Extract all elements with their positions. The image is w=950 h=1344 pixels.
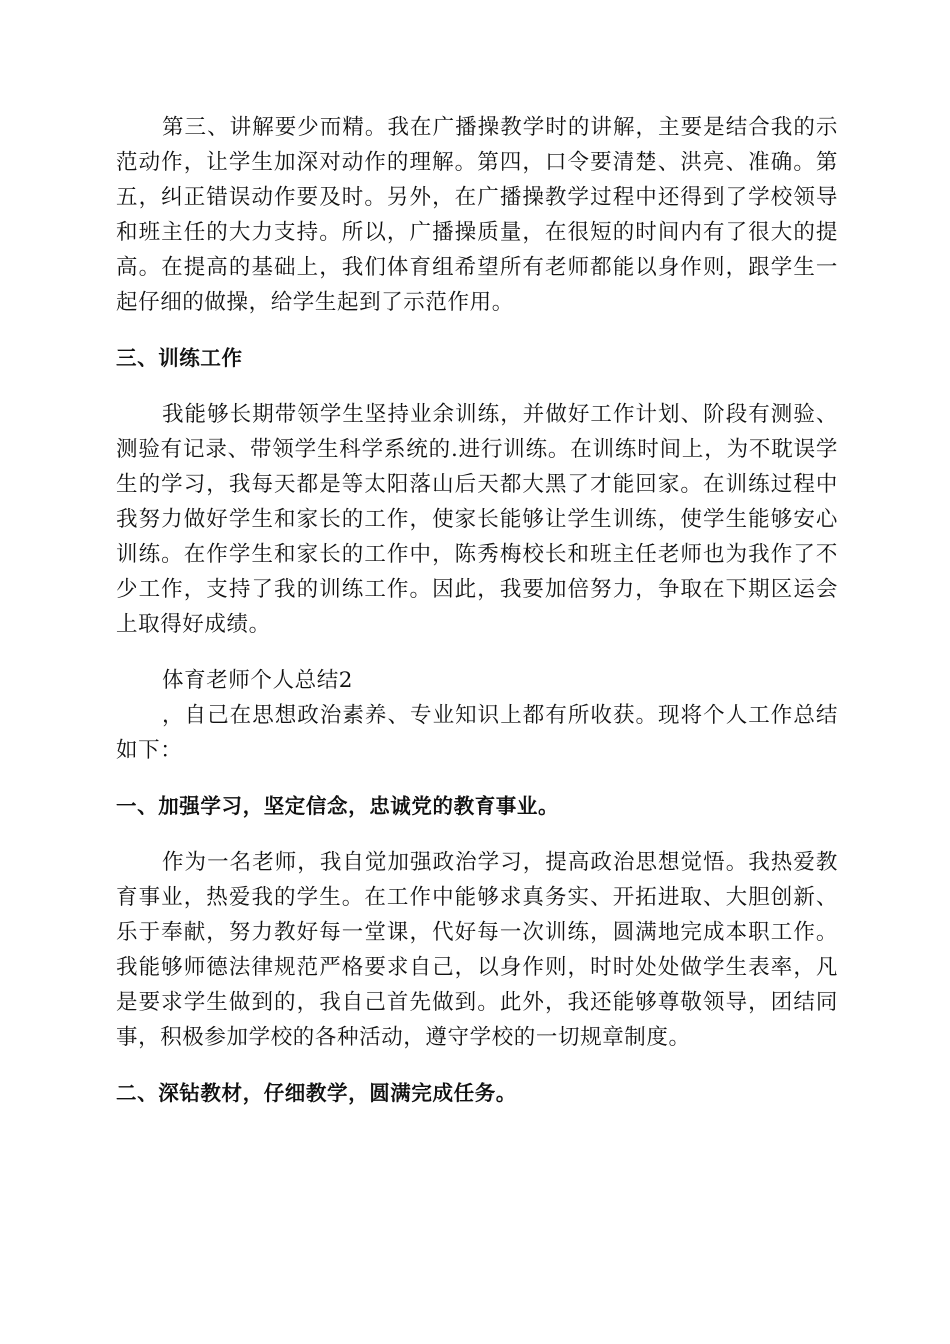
paragraph-intro: ，自己在思想政治素养、专业知识上都有所收获。现将个人工作总结如下：	[116, 703, 838, 763]
document-body	[116, 110, 838, 1111]
heading-training-work: 三、训练工作	[116, 346, 243, 370]
heading-study-materials: 二、深钻教材，仔细教学，圆满完成任务。	[116, 1081, 517, 1105]
paragraph-training: 我能够长期带领学生坚持业余训练，并做好工作计划、阶段有测验、测验有记录、带领学生科学系统的.进行训练。在训练时间上，为不耽误学生的学习，我每天都是等太阳落山后天都大黑了才能回家。在训练过程中我努力做好学生和家长的工作，使家长能够让学生训练，使学生能够安心训练。在作学生和家长的工作中，陈秀梅校长和班主任老师也为我作了不少工作，支持了我的训练工作。因此，我要加倍努力，争取在下期区运会上取得好成绩。	[116, 402, 838, 637]
paragraph-teacher-ethics: 作为一名老师，我自觉加强政治学习，提高政治思想觉悟。我热爱教育事业，热爱我的学生。在工作中能够求真务实、开拓进取、大胆创新、乐于奉献，努力教好每一堂课，代好每一次训练，圆满地完成本职工作。我能够师德法律规范严格要求自己，以身作则，时时处处做学生表率，凡是要求学生做到的，我自己首先做到。此外，我还能够尊敬领导，团结同事，积极参加学校的各种活动，遵守学校的一切规章制度。	[116, 850, 838, 1050]
paragraph-broadcast-exercise: 第三、讲解要少而精。我在广播操教学时的讲解，主要是结合我的示范动作，让学生加深对动作的理解。第四，口令要清楚、洪亮、准确。第五，纠正错误动作要及时。另外，在广播操教学过程中还得到了学校领导和班主任的大力支持。所以，广播操质量，在很短的时间内有了很大的提高。在提高的基础上，我们体育组希望所有老师都能以身作则，跟学生一起仔细的做操，给学生起到了示范作用。	[116, 115, 838, 315]
section-subtitle: 体育老师个人总结2	[162, 668, 354, 693]
heading-strengthen-study: 一、加强学习，坚定信念，忠诚党的教育事业。	[116, 794, 560, 818]
